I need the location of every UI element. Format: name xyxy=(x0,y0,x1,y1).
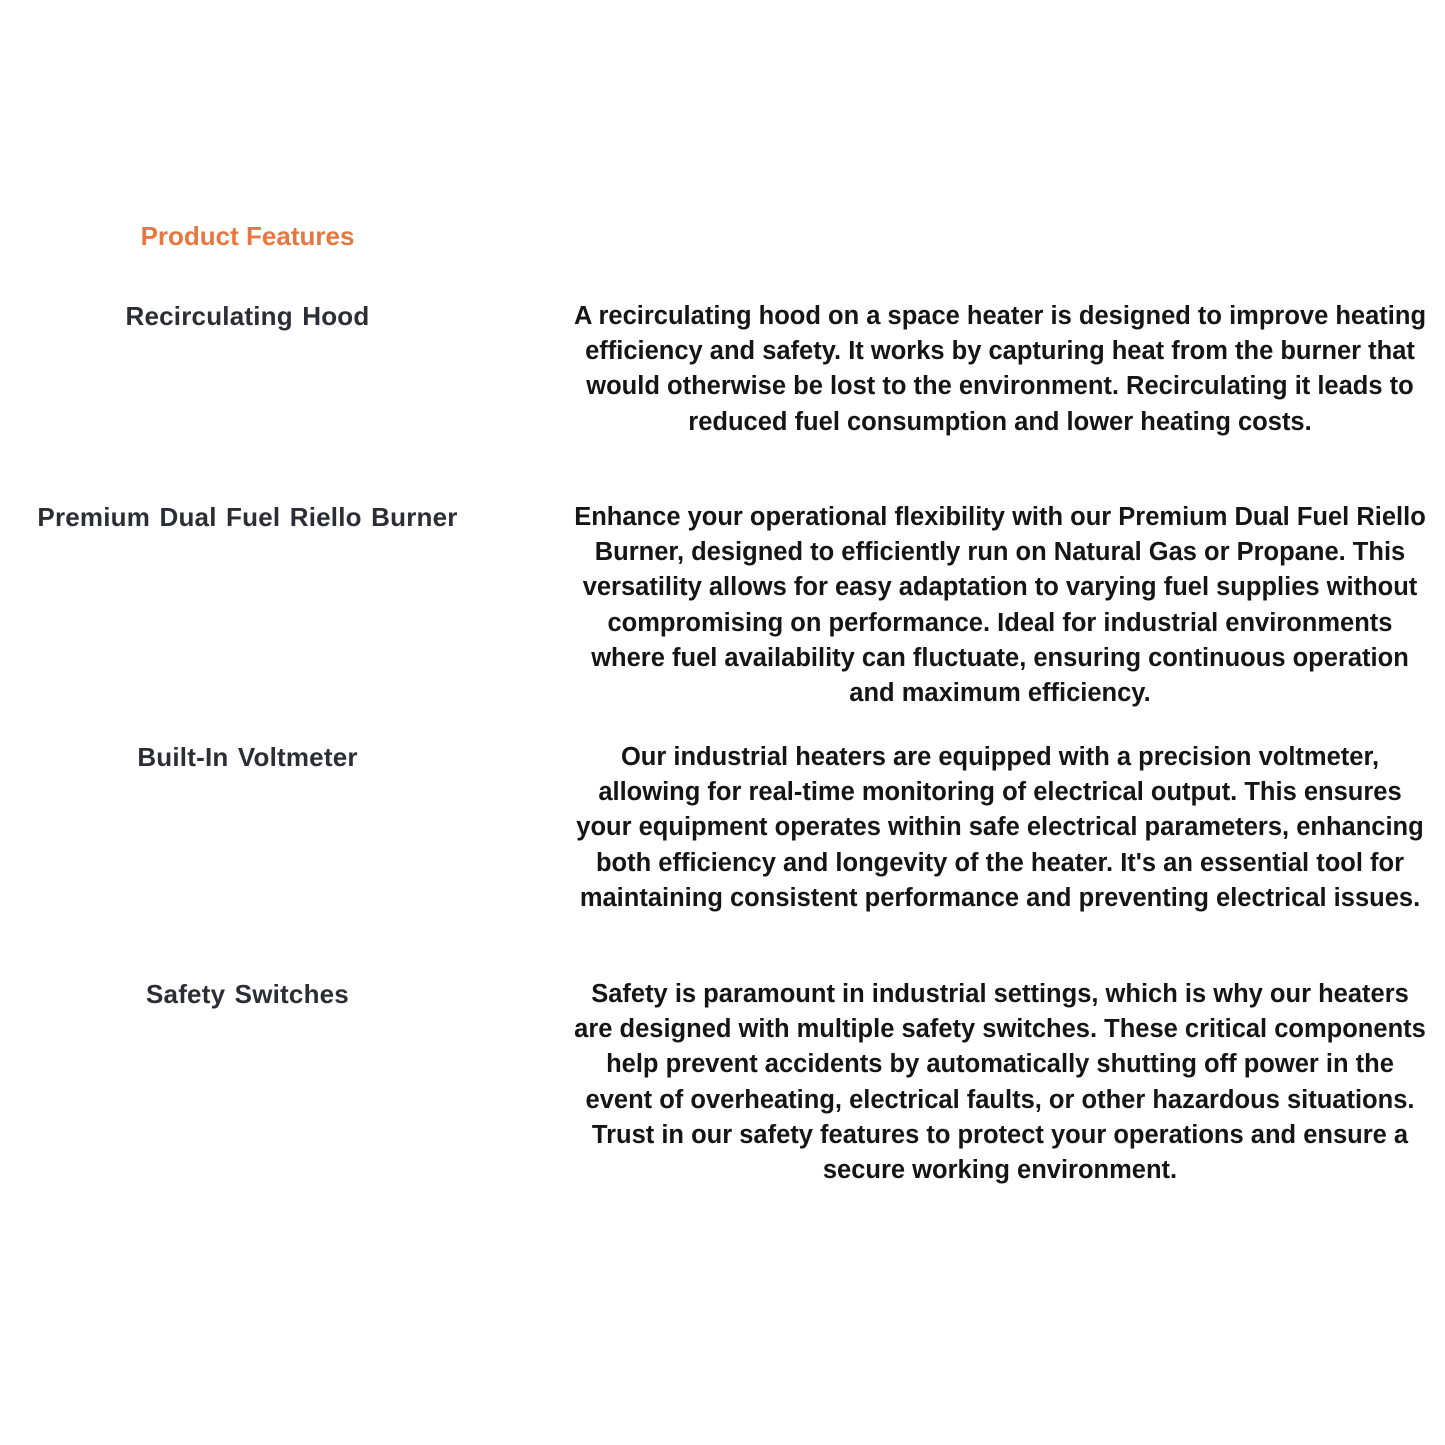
feature-description: A recirculating hood on a space heater is designed to improve heating efficiency and safety. It works by capturing heat from the burner that would otherwise be lost to the environment. Recirculating it leads to reduced fuel consumption and lower heating costs. xyxy=(573,302,1427,436)
feature-name: Recirculating Hood xyxy=(125,301,370,331)
feature-name: Built-In Voltmeter xyxy=(137,742,358,772)
feature-name: Premium Dual Fuel Riello Burner xyxy=(37,502,458,532)
feature-description: Enhance your operational flexibility with our Premium Dual Fuel Riello Burner, designed to efficiently run on Natural Gas or Propane. This versatility allows for easy adaptation to varying fuel supplies without compromising on performance. Ideal for industrial environments where fuel availability can fluctuate, ensuring continuous operation and maximum efficiency. xyxy=(574,503,1426,708)
feature-description: Our industrial heaters are equipped with a precision voltmeter, allowing for real-time monitoring of electrical output. This ensures your equipment operates within safe electrical parameters, enhancing both efficiency and longevity of the heater. It's an essential tool for maintaining consistent performance and preventing electrical issues. xyxy=(576,743,1424,912)
feature-name: Safety Switches xyxy=(146,979,349,1009)
feature-description: Safety is paramount in industrial settings, which is why our heaters are designed with multiple safety switches. These critical components help prevent accidents by automatically shutting off power in the event of overheating, electrical faults, or other hazardous situations. Trust in our safety features to protect your operations and ensure a secure working environment. xyxy=(574,980,1426,1185)
section-title: Product Features xyxy=(140,221,355,251)
